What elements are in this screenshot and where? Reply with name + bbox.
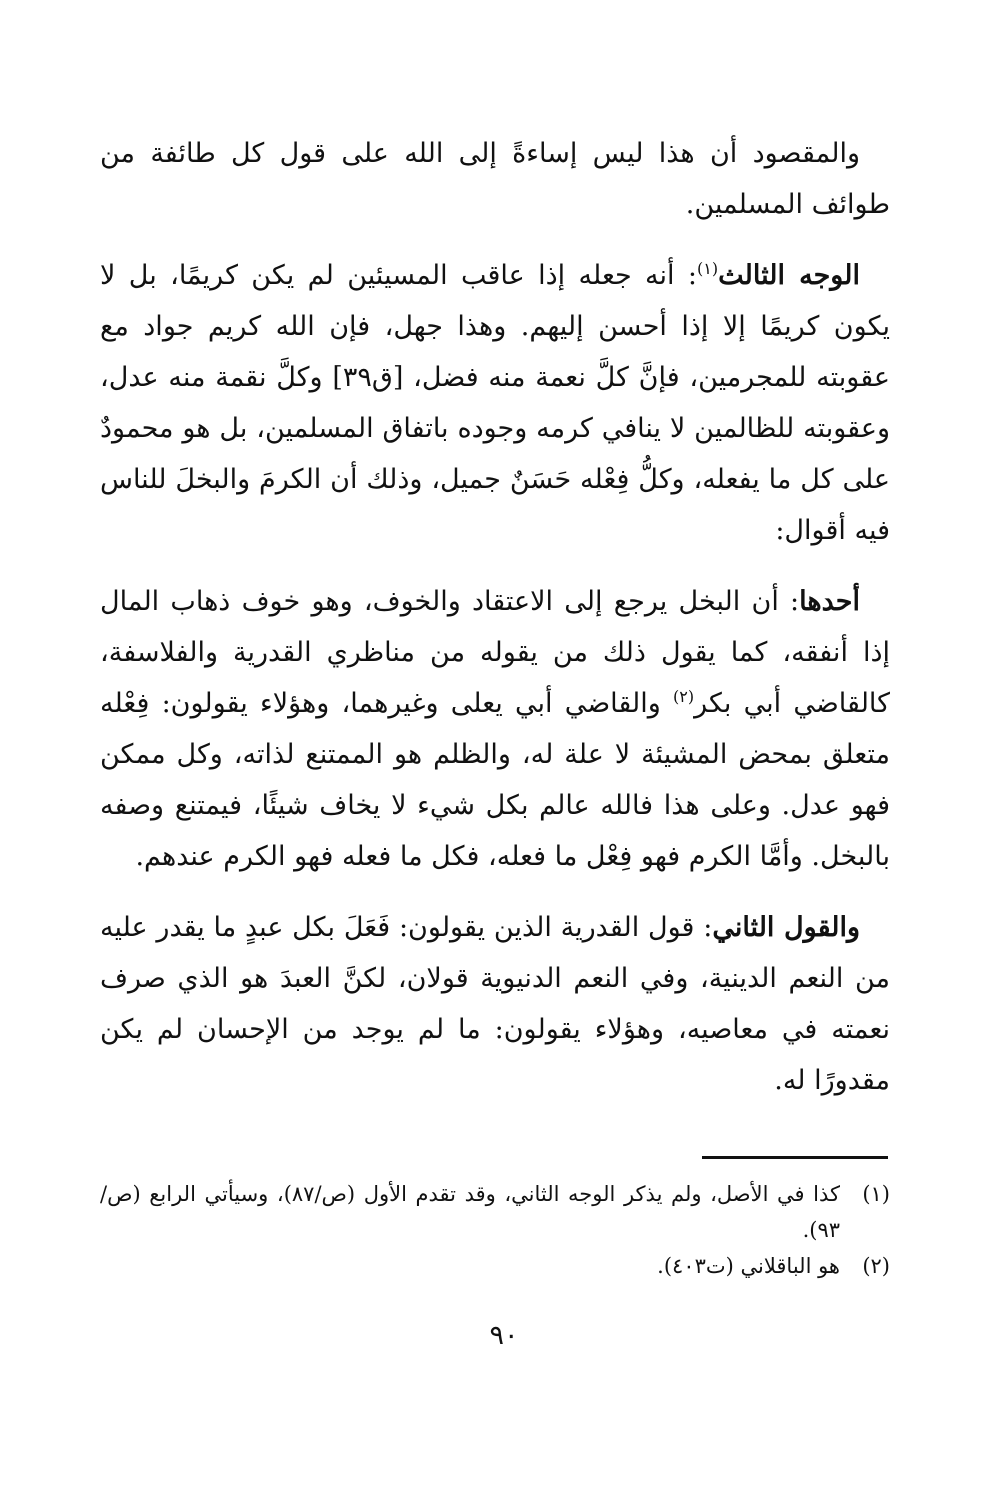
- paragraph-text: : أن البخل يرجع إلى الاعتقاد والخوف، وهو خوف ذهاب المال إذا أنفقه، كما يقول ذلك من يقوله من مناظري القدرية والفلاسفة، كالقاضي أبي بكر: [100, 586, 890, 719]
- paragraph-text: : أنه جعله إذا عاقب المسيئين لم يكن كريمًا، بل لا يكون كريمًا إلا إذا أحسن إليهم. وهذا جهل، فإن الله كريم جواد مع عقوبته للمجرمين، فإنَّ كلَّ نعمة منه فضل، [ق٣٩] وكلَّ نقمة منه عدل، وعقوبته للظالمين لا ينافي كرمه وجوده باتفاق المسلمين، بل هو محمودٌ على كل ما يفعله، وكلُّ فِعْله حَسَنٌ جميل، وذلك أن الكرمَ والبخلَ للناس فيه أقوال:: [100, 260, 890, 546]
- footnote-reference: (١): [697, 259, 719, 278]
- footnote-item: [100, 1176, 890, 1248]
- footnotes: [100, 1176, 890, 1284]
- footnote-mark: (١): [862, 1182, 890, 1206]
- footnote-item: [100, 1248, 890, 1284]
- paragraph-third-aspect: [100, 250, 890, 556]
- footnote-reference: (٢): [673, 687, 695, 706]
- paragraph-heading: والقول الثاني: [712, 912, 860, 943]
- paragraph-heading: أحدها: [799, 586, 860, 617]
- footnote-text: هو الباقلاني (ت٤٠٣).: [657, 1254, 840, 1278]
- footnote-separator: [702, 1156, 888, 1159]
- paragraph-text: : قول القدرية الذين يقولون: فَعَلَ بكل عبدٍ ما يقدر عليه من النعم الدينية، وفي النعم الدنيوية قولان، لكنَّ العبدَ هو الذي صرف نعمته في معاصيه، وهؤلاء يقولون: ما لم يوجد من الإحسان لم يكن مقدورًا له.: [100, 912, 890, 1096]
- paragraph-intro: [100, 128, 890, 230]
- paragraph-text-continued: والقاضي أبي يعلى وغيرهما، وهؤلاء يقولون: فِعْله متعلق بمحض المشيئة لا علة له، والظلم هو الممتنع لذاته، وكل ممكن فهو عدل. وعلى هذا فالله عالم بكل شيء لا يخاف شيئًا، فيمتنع وصفه بالبخل. وأمَّا الكرم فهو فِعْل ما فعله، فكل ما فعله فهو الكرم عندهم.: [100, 688, 890, 872]
- main-text: [100, 128, 890, 1126]
- paragraph-text: والمقصود أن هذا ليس إساءةً إلى الله على قول كل طائفة من طوائف المسلمين.: [100, 138, 890, 220]
- paragraph-first-opinion: [100, 576, 890, 882]
- page-number: ٩٠: [489, 1320, 519, 1351]
- footnote-mark: (٢): [862, 1254, 890, 1278]
- paragraph-second-opinion: [100, 902, 890, 1106]
- paragraph-heading: الوجه الثالث: [718, 260, 860, 291]
- footnote-text: كذا في الأصل، ولم يذكر الوجه الثاني، وقد تقدم الأول (ص/٨٧)، وسيأتي الرابع (ص/٩٣).: [100, 1182, 840, 1242]
